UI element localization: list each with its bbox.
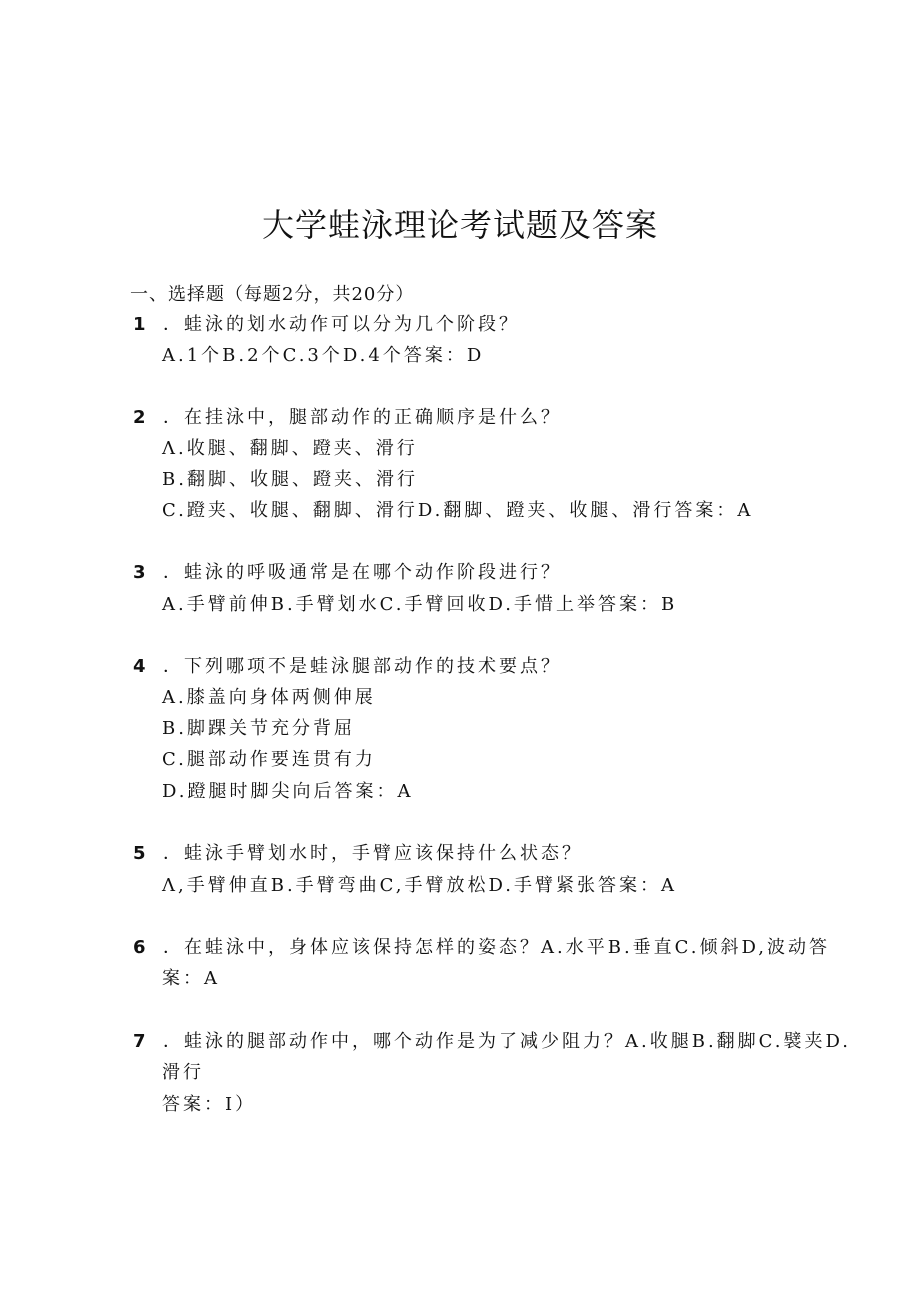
question-3 [133,561,562,585]
question-text: ．在挂泳中，腿部动作的正确顺序是什么？ [163,407,562,428]
question-number: 7 [133,1031,146,1052]
question-number: 6 [133,937,146,958]
question-number: 3 [133,562,146,583]
question-1 [133,313,520,337]
question-text: ．蛙泳的呼吸通常是在哪个动作阶段进行？ [163,562,562,583]
question-2 [133,406,562,430]
question-text: ．蛙泳的划水动作可以分为几个阶段？ [163,314,520,335]
question-4 [133,655,562,679]
section-heading: 一、选择题（每题2分，共20分） [130,284,415,305]
question-number: 2 [133,407,146,428]
question-3-options: A.手臂前伸B.手臂划水C.手臂回收D.手惜上举答案：B [162,594,678,615]
question-2-option-cd: C.蹬夹、收腿、翻脚、滑行D.翻脚、蹬夹、收腿、滑行答案：A [162,500,754,521]
document-title: 大学蛙泳理论考试题及答案 [261,206,658,244]
question-5 [133,842,583,866]
question-text: ．蛙泳的腿部动作中，哪个动作是为了减少阻力？A.收腿B.翻脚C.襞夹D. [163,1031,852,1052]
question-text: ．在蛙泳中，身体应该保持怎样的姿态？A.水平B.垂直C.倾斜D,波动答 [163,937,831,958]
question-4-option-d: D.蹬腿时脚尖向后答案：A [162,781,414,802]
question-1-options: A.1个B.2个C.3个D.4个答案：D [162,345,485,366]
question-number: 1 [133,314,146,335]
question-text: ．蛙泳手臂划水时，手臂应该保持什么状态？ [163,843,583,864]
question-number: 5 [133,843,146,864]
question-text: ．下列哪项不是蛙泳腿部动作的技术要点？ [163,656,562,677]
question-7-continuation: 滑行 [162,1062,204,1083]
question-2-option-a: Λ.收腿、翻脚、蹬夹、滑行 [162,438,418,459]
question-number: 4 [133,656,146,677]
question-5-options: Λ,手臂伸直B.手臂弯曲C,手臂放松D.手臂紧张答案：A [162,875,678,896]
question-6-continuation: 案：A [162,968,220,989]
question-2-option-b: B.翻脚、收腿、蹬夹、滑行 [162,469,418,490]
question-4-option-b: B.脚踝关节充分背屈 [162,718,355,739]
question-7-answer: 答案：I） [162,1094,257,1115]
question-6 [133,936,830,960]
question-4-option-a: A.膝盖向身体两侧伸展 [162,687,376,708]
question-7 [133,1030,851,1054]
question-4-option-c: C.腿部动作要连贯有力 [162,749,376,770]
